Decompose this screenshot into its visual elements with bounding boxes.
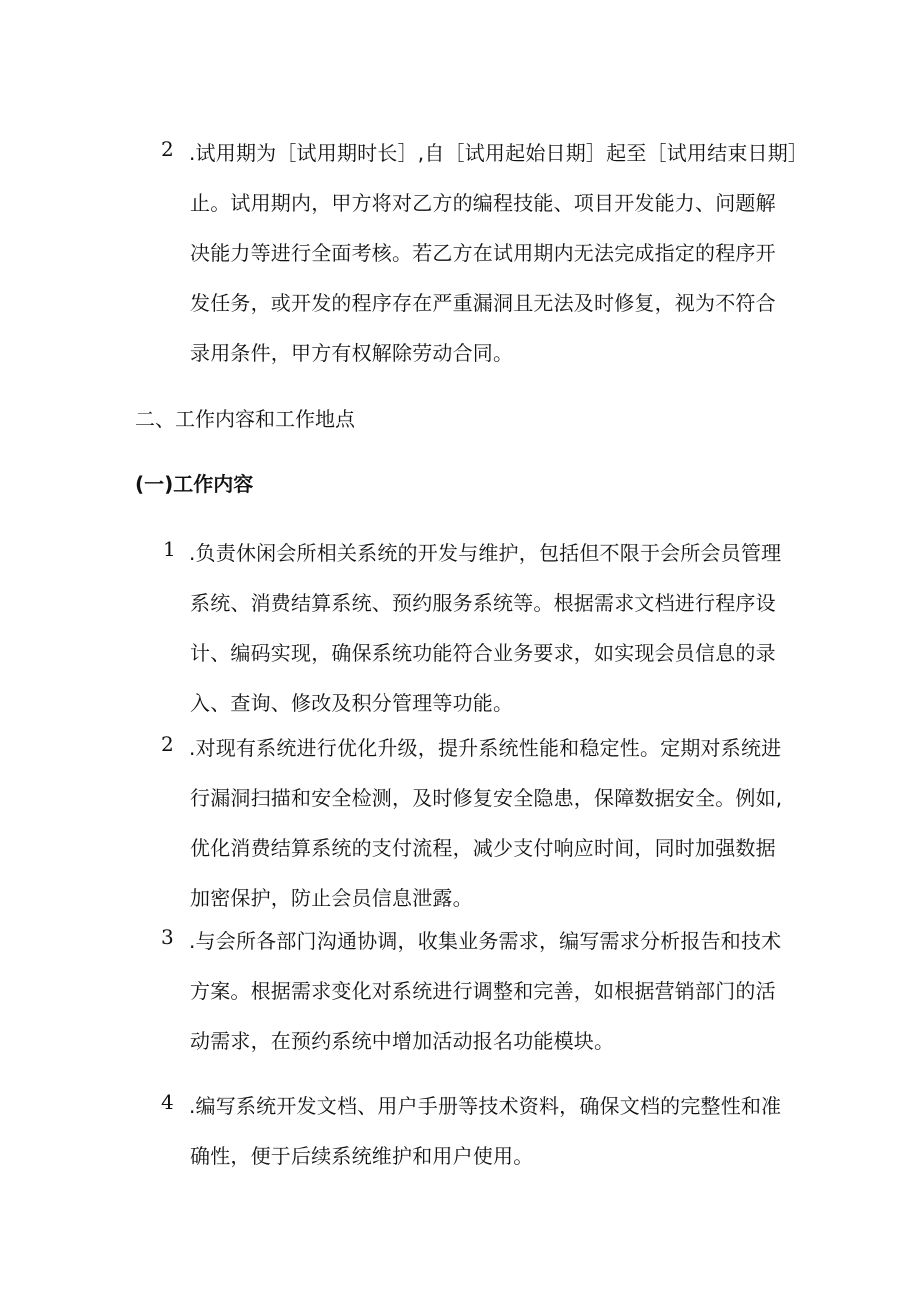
paragraph-line: 加密保护，防止会员信息泄露。 bbox=[190, 886, 473, 910]
paragraph-line: 决能力等进行全面考核。若乙方在试用期内无法完成指定的程序开 bbox=[190, 241, 776, 265]
paragraph-line: 计、编码实现，确保系统功能符合业务要求，如实现会员信息的录 bbox=[190, 641, 776, 665]
item-number: 2 bbox=[161, 732, 174, 756]
item-number: 3 bbox=[161, 925, 174, 949]
paragraph-line: 系统、消费结算系统、预约服务系统等。根据需求文档进行程序设 bbox=[190, 591, 776, 615]
paragraph-line: .对现有系统进行优化升级，提升系统性能和稳定性。定期对系统进 bbox=[189, 736, 782, 760]
clause-number: 2 bbox=[161, 137, 174, 161]
paragraph-line: 方案。根据需求变化对系统进行调整和完善，如根据营销部门的活 bbox=[190, 979, 776, 1003]
paragraph-line: 止。试用期内，甲方将对乙方的编程技能、项目开发能力、问题解 bbox=[190, 191, 776, 215]
paragraph-line: 发任务，或开发的程序存在严重漏洞且无法及时修复，视为不符合 bbox=[190, 291, 776, 315]
paragraph-line: 录用条件，甲方有权解除劳动合同。 bbox=[190, 341, 514, 365]
subsection-title: (一)工作内容 bbox=[135, 472, 254, 496]
paragraph-line: .与会所各部门沟通协调，收集业务需求，编写需求分析报告和技术 bbox=[189, 929, 782, 953]
paragraph-line: .试用期为［试用期时长］,自［试用起始日期］起至［试用结束日期］ bbox=[189, 141, 809, 165]
paragraph-line: 行漏洞扫描和安全检测，及时修复安全隐患，保障数据安全。例如, bbox=[190, 786, 783, 810]
paragraph-line: 优化消费结算系统的支付流程，减少支付响应时间，同时加强数据 bbox=[190, 836, 776, 860]
item-number: 4 bbox=[161, 1090, 174, 1114]
paragraph-line: .负责休闲会所相关系统的开发与维护，包括但不限于会所会员管理 bbox=[189, 541, 782, 565]
item-number: 1 bbox=[163, 537, 176, 561]
paragraph-line: .编写系统开发文档、用户手册等技术资料，确保文档的完整性和准 bbox=[189, 1094, 782, 1118]
paragraph-line: 确性，便于后续系统维护和用户使用。 bbox=[190, 1144, 534, 1168]
paragraph-line: 动需求，在预约系统中增加活动报名功能模块。 bbox=[190, 1029, 615, 1053]
section-title: 二、工作内容和工作地点 bbox=[135, 407, 355, 431]
paragraph-line: 入、查询、修改及积分管理等功能。 bbox=[190, 691, 514, 715]
